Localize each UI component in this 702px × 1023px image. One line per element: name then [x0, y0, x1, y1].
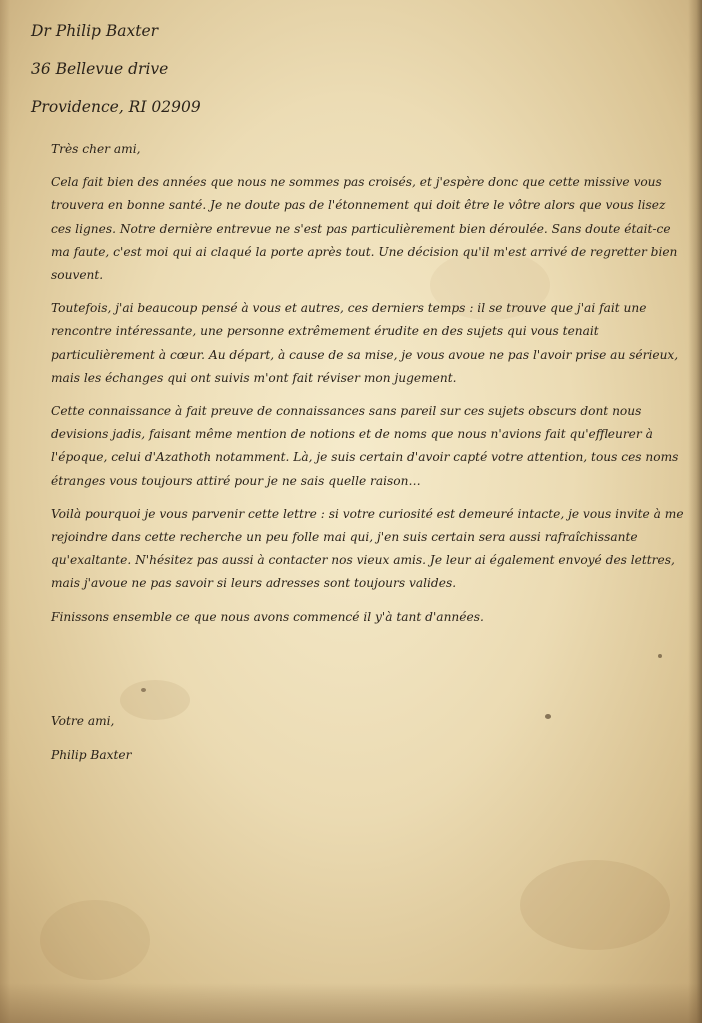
sender-city: Providence, RI 02909: [31, 98, 201, 116]
salutation: Très cher ami,: [51, 142, 141, 156]
letter-closing: [51, 710, 131, 778]
paragraph: Cela fait bien des années que nous ne sommes pas croisés, et j'espère donc que cette missive vous trouvera en bonne santé. Je ne doute pas de l'étonnement qui doit être le vôtre alors que vous lisez ces lignes. Notre dernière entrevue ne s'est pas particulièrement bien déroulée. Sans doute était-ce ma faute, c'est moi qui ai claqué la porte après tout. Une décision qu'il m'est arrivé de regretter bien souvent.: [51, 175, 678, 283]
paragraph: Toutefois, j'ai beaucoup pensé à vous et autres, ces derniers temps : il se trouve que j'ai fait une rencontre intéressante, une personne extrêmement érudite en des sujets qui vous tenait particulièrement à cœur. Au départ, à cause de sa mise, je vous avoue ne pas l'avoir prise au sérieux, mais les échanges qui ont suivis m'ont fait réviser mon jugement.: [51, 301, 679, 385]
sender-address: [31, 22, 201, 136]
paper-edge-right: [688, 0, 702, 1023]
paragraph: Cette connaissance à fait preuve de connaissances sans pareil sur ces sujets obscurs dont nous devisions jadis, faisant même mention de notions et de noms que nous n'avions fait qu'effleurer à l'époque, celui d'Azathoth notamment. Là, je suis certain d'avoir capté votre attention, tous ces noms étranges vous toujours attiré pour je ne sais quelle raison…: [51, 404, 679, 488]
paragraph: Finissons ensemble ce que nous avons commencé il y'à tant d'années.: [51, 609, 484, 624]
paper-stain: [520, 860, 670, 950]
letter-body: [51, 138, 687, 639]
paper-stain: [658, 654, 662, 658]
signature: Philip Baxter: [51, 748, 132, 762]
sender-name: Dr Philip Baxter: [31, 22, 159, 40]
paper-stain: [545, 714, 551, 719]
paper-edge-bottom: [0, 983, 702, 1023]
closing-phrase: Votre ami,: [51, 714, 115, 728]
paper-edge-left: [0, 0, 10, 1023]
paragraph: Voilà pourquoi je vous parvenir cette lettre : si votre curiosité est demeuré intacte, je vous invite à me rejoindre dans cette recherche un peu folle mai qui, j'en suis certain sera aussi rafraîchissante qu'exaltante. N'hésitez pas aussi à contacter nos vieux amis. Je leur ai également envoyé des lettres, mais j'avoue ne pas savoir si leurs adresses sont toujours valides.: [51, 506, 684, 591]
paper-stain: [40, 900, 150, 980]
sender-street: 36 Bellevue drive: [31, 60, 169, 78]
paper-stain: [141, 688, 146, 692]
